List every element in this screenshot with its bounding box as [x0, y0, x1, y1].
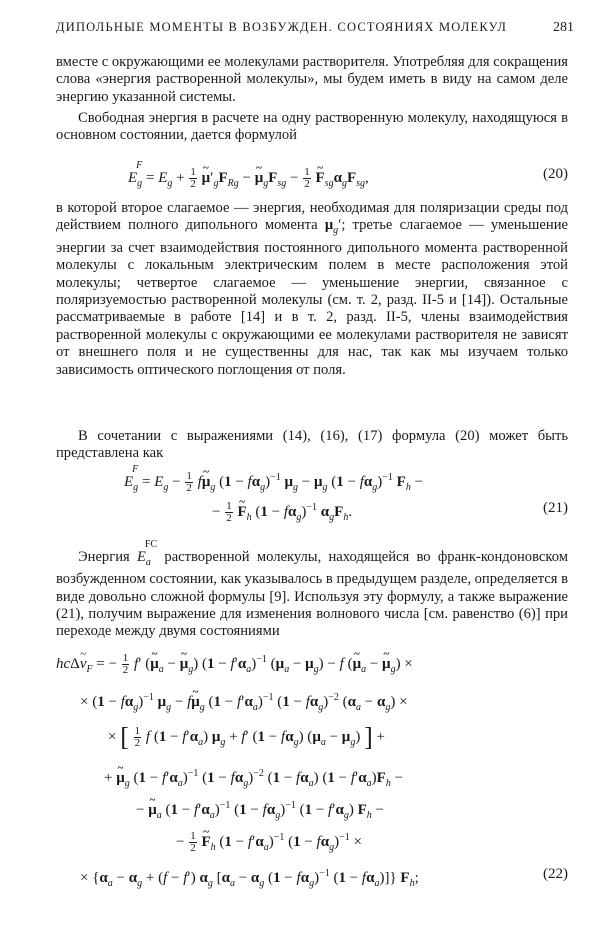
paragraph-5-start: Энергия — [78, 548, 137, 565]
equation-21-number: (21) — [543, 500, 568, 516]
equation-22-line-3: × [ $\frac{1}{2}$ f $(1 - f'\alpha_a)$ $\mu_g + f'$ $(1 - f\alpha_g)$ $(\mu_a - \mu_g)$ ] + — [108, 722, 385, 752]
equation-21-line-1: $E_g^F = E_g$ − $\frac{1}{2}$ f~ $\mu_g$ $(1 - f\alpha_g)^{-1}$ $\mu_g - \mu_g$ $(1 - f\alpha_g)^{-1}$ $F_h$ − — [124, 468, 423, 498]
paragraph-3-end: ; третье слагаемое — уменьшение энергии за счет взаимодействия постоянного дипольного момента растворенной молекулы с локальным электрическим полем в месте расположения этой молекулы; четвертое слагаемое — уменьшение энергии, связанное с поляризуемостью растворенной молекулы (см. т. 2, разд. II-5 и [14]). Остальные рассматриваемые в работе [14] и в т. 2, разд. II-5, члены взаимодействия растворенной молекулы с окружающими ее молекулами растворителя не зависят от внешнего поля и не существенны для нас, так как мы изучаем только зависимость оптического поглощения от поля. — [56, 217, 568, 378]
paragraph-3: в которой второе слагаемое — энергия, необходимая для поляризации среды под действием полного дипольного момента $\mu_g'$; третье слагаемое — уменьшение энергии за счет взаимодействия постоянного дипольного момента растворенной молекулы с локальным электрическим полем в месте расположения этой молекулы; четвертое слагаемое — уменьшение энергии, связанное с поляризуемостью растворенной молекулы (см. т. 2, разд. II-5 и [14]). Остальные рассматриваемые в работе [14] и в т. 2, разд. II-5, члены взаимодействия растворенной молекулы с окружающими ее молекулами растворителя не зависят от внешнего поля и не существенны для нас, так как мы изучаем только зависимость оптического поглощения от поля. — [56, 200, 568, 378]
e-fc-symbol: E — [136, 548, 146, 565]
equation-22-number: (22) — [543, 866, 568, 882]
paragraph-2: Свободная энергия в расчете на одну растворенную молекулу, находящуюся в основном состоянии, дается формулой — [56, 110, 568, 144]
paragraph-1: вместе с окружающими ее молекулами растворителя. Употребляя для сокращения слова «энергия растворенной молекулы», мы будем иметь в виду на самом деле энергию указанной системы. — [56, 54, 568, 105]
paragraph-4: В сочетании с выражениями (14), (16), (17) формула (20) может быть представлена как — [56, 428, 568, 462]
equation-22-line-2: × $(1 - f\alpha_g)^{-1}$ $\mu_g$ − f~ $\mu_g$ $(1 - f'\alpha_a)^{-1}$ $(1 - f\alpha_g)^{-2}$ $(\alpha_a - \alpha_g)$ × — [80, 688, 408, 718]
equation-21 — [56, 464, 568, 528]
paragraph-5: Энергия $E_a^{FC}$ растворенной молекулы, находящейся во франк-кондоновском возбужденном состоянии, как указывалось в предыдущем разделе, определяется в виде довольно сложной формулы [9]. Используя эту формулу, а также выражение (21), получим выражение для изменения волнового числа [см. равенство (6)] при переходе между двумя состояниями — [56, 539, 568, 640]
equation-22-line-1: hcΔ~ $\nu_F$ = − $\frac{1}{2}$ f′ (~ $\mu_a$ − ~ $\mu_g$) $(1 - f'\alpha_a)^{-1}$ $(\mu_a - \mu_g) - f$ (~ $\mu_a$ − ~ $\mu_g$) × — [56, 650, 413, 680]
equation-20-number: (20) — [543, 166, 568, 182]
paragraph-3-start: в которой второе слагаемое — энергия, необходимая для поляризации среды под действием полного дипольного момента — [56, 200, 568, 234]
equation-20-body: $E_g^F = E_g$ + $\frac{1}{2}$ ~ $\mu'_gF_{Rg}$ − ~ $\mu_gF_{sg}$ − $\frac{1}{2}$ ~ $F_{sg}\alpha_gF_{sg}$, — [128, 164, 369, 194]
equation-22-line-4: + ~ $\mu_g$ $(1 - f'\alpha_a)^{-1}$ $(1 - f\alpha_g)^{-2}$ $(1 - f\alpha_a)$ $(1 - f'\alpha_a)F_h$ − — [104, 764, 403, 794]
equation-22 — [56, 650, 568, 910]
equation-20 — [56, 160, 568, 192]
equation-22-line-7: × {$\alpha_a - \alpha_g + (f - f')$ $\alpha_g$ [$\alpha_a - \alpha_g$ $(1 - f\alpha_g)^{-1}$ $(1 - f\alpha_a)$]} $F_h$; — [80, 868, 419, 889]
page-number: 281 — [553, 20, 574, 35]
equation-22-line-6: − $\frac{1}{2}$ ~ $F_h$ $(1 - f'\alpha_a)^{-1}$ $(1 - f\alpha_g)^{-1}$ × — [176, 828, 362, 858]
equation-22-line-5: − ~ $\mu_a$ $(1 - f'\alpha_a)^{-1}$ $(1 - f\alpha_g)^{-1}$ $(1 - f'\alpha_g)$ $F_h$ − — [136, 796, 384, 826]
page-header — [56, 20, 574, 40]
running-title: ДИПОЛЬНЫЕ МОМЕНТЫ В ВОЗБУЖДЕН. СОСТОЯНИЯХ МОЛЕКУЛ — [56, 20, 507, 34]
mu-g-prime-symbol: μ — [324, 217, 334, 234]
paragraph-5-end: растворенной молекулы, находящейся во франк-кондоновском возбужденном состоянии, как указывалось в предыдущем разделе, определяется в виде довольно сложной формулы [9]. Используя эту формулу, а также выражение (21), получим выражение для изменения волнового числа [см. равенство (6)] при переходе между двумя состояниями — [56, 548, 568, 640]
equation-21-line-2: − $\frac{1}{2}$ ~ $F_h$ $(1 - f\alpha_g)^{-1}$ $\alpha_gF_h$. — [212, 498, 352, 528]
